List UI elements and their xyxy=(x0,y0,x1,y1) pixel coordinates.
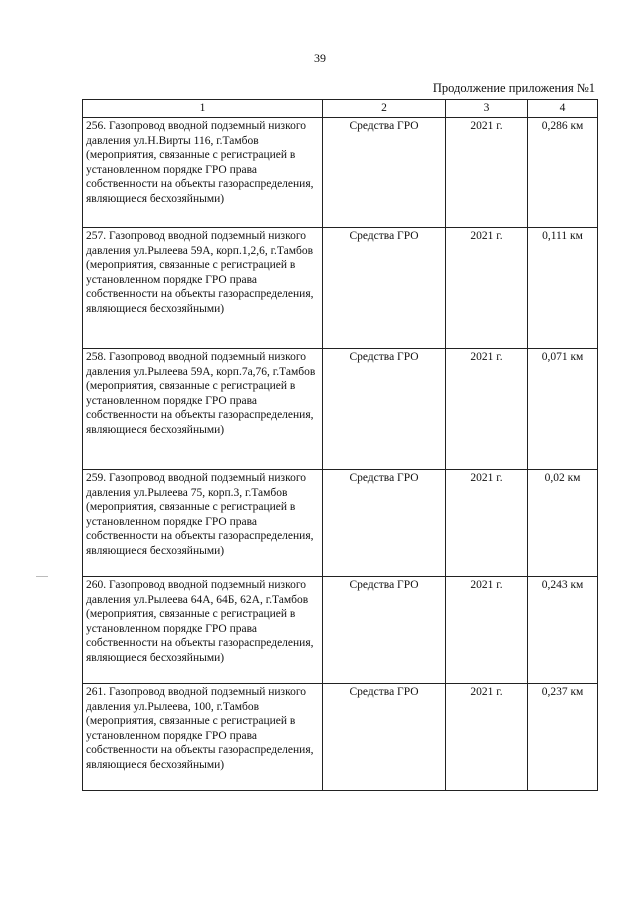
funding-source-cell: Средства ГРО xyxy=(323,228,446,349)
length-cell: 0,02 км xyxy=(528,470,598,577)
header-cell-2: 2 xyxy=(323,100,446,118)
year-cell: 2021 г. xyxy=(446,228,528,349)
object-name-cell: 257. Газопровод вводной подземный низкого давления ул.Рылеева 59А, корп.1,2,6, г.Тамбов (мероприятия, связанные с регистрацией в установленном порядке ГРО права собственности на объекты газораспределения, являющиеся бесхозяйными) xyxy=(83,228,323,349)
margin-mark xyxy=(36,576,48,577)
object-name-cell: 261. Газопровод вводной подземный низкого давления ул.Рылеева, 100, г.Тамбов (мероприятия, связанные с регистрацией в установленном порядке ГРО права собственности на объекты газораспределения, являющиеся бесхозяйными) xyxy=(83,684,323,791)
object-name-cell: 260. Газопровод вводной подземный низкого давления ул.Рылеева 64А, 64Б, 62А, г.Тамбов (мероприятия, связанные с регистрацией в установленном порядке ГРО права собственности на объекты газораспределения, являющиеся бесхозяйными) xyxy=(83,577,323,684)
header-cell-3: 3 xyxy=(446,100,528,118)
table-header-row xyxy=(83,100,598,118)
funding-source-cell: Средства ГРО xyxy=(323,118,446,228)
object-name-cell: 256. Газопровод вводной подземный низкого давления ул.Н.Вирты 116, г.Тамбов (мероприятия, связанные с регистрацией в установленном порядке ГРО права собственности на объекты газораспределения, являющиеся бесхозяйными) xyxy=(83,118,323,228)
table-row xyxy=(83,577,598,684)
length-cell: 0,286 км xyxy=(528,118,598,228)
table-row xyxy=(83,349,598,470)
year-cell: 2021 г. xyxy=(446,349,528,470)
header-cell-1: 1 xyxy=(83,100,323,118)
continuation-label: Продолжение приложения №1 xyxy=(432,81,595,95)
length-cell: 0,243 км xyxy=(528,577,598,684)
length-cell: 0,071 км xyxy=(528,349,598,470)
length-cell: 0,111 км xyxy=(528,228,598,349)
funding-source-cell: Средства ГРО xyxy=(323,577,446,684)
funding-source-cell: Средства ГРО xyxy=(323,470,446,577)
table-row xyxy=(83,118,598,228)
year-cell: 2021 г. xyxy=(446,470,528,577)
object-name-cell: 258. Газопровод вводной подземный низкого давления ул.Рылеева 59А, корп.7а,76, г.Тамбов (мероприятия, связанные с регистрацией в установленном порядке ГРО права собственности на объекты газораспределения, являющиеся бесхозяйными) xyxy=(83,349,323,470)
funding-source-cell: Средства ГРО xyxy=(323,684,446,791)
year-cell: 2021 г. xyxy=(446,577,528,684)
page-number: 39 xyxy=(314,51,326,65)
year-cell: 2021 г. xyxy=(446,118,528,228)
header-cell-4: 4 xyxy=(528,100,598,118)
length-cell: 0,237 км xyxy=(528,684,598,791)
object-name-cell: 259. Газопровод вводной подземный низкого давления ул.Рылеева 75, корп.3, г.Тамбов (мероприятия, связанные с регистрацией в установленном порядке ГРО права собственности на объекты газораспределения, являющиеся бесхозяйными) xyxy=(83,470,323,577)
appendix-table xyxy=(82,99,598,791)
year-cell: 2021 г. xyxy=(446,684,528,791)
table-row xyxy=(83,684,598,791)
table-row xyxy=(83,470,598,577)
table-row xyxy=(83,228,598,349)
funding-source-cell: Средства ГРО xyxy=(323,349,446,470)
